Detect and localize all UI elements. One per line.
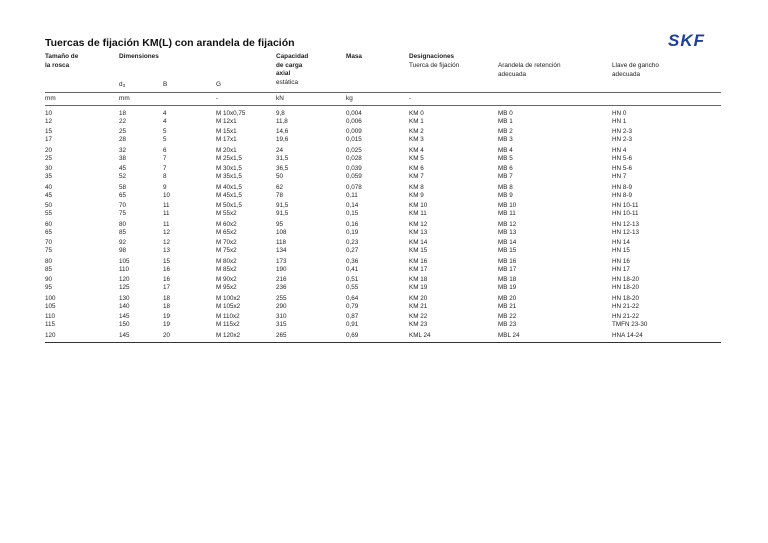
cell-mass: 0,015 [346,136,362,144]
table-row [45,284,721,292]
cell-nut: KM 15 [409,247,428,255]
cell-wrench: HNA 14-24 [612,331,643,339]
cell-capacity: 91,5 [276,202,289,210]
cell-g: M 20x1 [216,146,237,154]
cell-d3: 65 [119,191,127,199]
cell-capacity: 310 [276,313,287,321]
cell-washer: MB 0 [498,110,513,117]
cell-washer: MB 14 [498,239,517,247]
cell-nut: KM 21 [409,302,428,310]
cell-wrench: HN 2-3 [612,128,632,136]
cell-washer: MB 17 [498,265,517,273]
table-row [45,192,721,200]
cell-b: 5 [163,128,167,136]
cell-b: 5 [163,136,167,144]
cell-wrench: HN 2-3 [612,136,632,144]
cell-capacity: 11,8 [276,117,288,125]
table-row [45,218,721,229]
cell-wrench: HN 15 [612,247,630,255]
cell-thread-size: 120 [45,331,56,339]
header-d3: $d_3$ [119,81,126,88]
header-mass: Masa [346,53,362,60]
cell-g: M 70x2 [216,239,237,247]
cell-mass: 0,006 [346,117,362,125]
cell-washer: MB 9 [498,191,513,199]
cell-mass: 0,55 [346,284,359,292]
cell-nut: KML 24 [409,331,431,339]
cell-capacity: 9,8 [276,110,285,117]
cell-d3: 52 [119,173,127,181]
cell-washer: MB 1 [498,117,513,125]
table-row [45,210,721,218]
cell-d3: 120 [119,276,130,284]
cell-thread-size: 45 [45,191,53,199]
cell-capacity: 19,6 [276,136,289,144]
cell-thread-size: 65 [45,228,53,236]
cell-wrench: HN 17 [612,265,630,273]
cell-washer: MB 10 [498,202,517,210]
cell-g: M 35x1,5 [216,173,242,181]
cell-mass: 0,91 [346,321,359,329]
cell-wrench: HN 12-13 [612,220,639,228]
cell-d3: 125 [119,284,130,292]
cell-nut: KM 18 [409,276,428,284]
cell-b: 15 [163,257,171,265]
cell-g: M 90x2 [216,276,237,284]
cell-capacity: 95 [276,220,284,228]
skf-logo: SKF [668,31,705,50]
cell-nut: KM 23 [409,321,428,329]
cell-mass: 0,15 [346,210,359,218]
cell-wrench: HN 5-6 [612,154,632,162]
cell-mass: 0,025 [346,146,362,154]
table-row [45,181,721,192]
cell-thread-size: 110 [45,313,56,321]
table-row [45,303,721,311]
cell-mass: 0,078 [346,183,362,191]
table-bottom-rule [45,342,721,343]
cell-mass: 0,79 [346,302,359,310]
unit-g: - [216,95,219,102]
cell-b: 4 [163,110,167,117]
cell-mass: 0,19 [346,228,359,236]
table-row [45,329,721,340]
cell-wrench: HN 12-13 [612,228,639,236]
cell-g: M 75x2 [216,247,237,255]
cell-d3: 110 [119,265,130,273]
cell-wrench: HN 21-22 [612,302,639,310]
cell-washer: MB 8 [498,183,513,191]
cell-g: M 115x2 [216,321,240,329]
cell-mass: 0,41 [346,265,359,273]
cell-washer: MB 5 [498,154,513,162]
cell-d3: 140 [119,302,130,310]
cell-capacity: 118 [276,239,287,247]
cell-thread-size: 105 [45,302,56,310]
cell-mass: 0,14 [346,202,359,210]
table-row [45,126,721,137]
cell-mass: 0,059 [346,173,362,181]
cell-d3: 85 [119,228,127,236]
header-washer: Arandela de retención adecuada [498,62,561,78]
cell-b: 19 [163,313,171,321]
cell-thread-size: 40 [45,183,53,191]
table-row [45,163,721,174]
cell-nut: KM 7 [409,173,424,181]
cell-mass: 0,64 [346,294,359,302]
cell-washer: MB 15 [498,247,517,255]
cell-wrench: HN 18-20 [612,294,639,302]
cell-thread-size: 20 [45,146,53,154]
cell-wrench: HN 7 [612,173,627,181]
cell-thread-size: 70 [45,239,53,247]
table-row [45,110,721,118]
table-row [45,273,721,284]
cell-nut: KM 19 [409,284,428,292]
cell-wrench: HN 10-11 [612,202,639,210]
header-thread-size: Tamaño de la rosca [45,53,79,69]
cell-b: 13 [163,247,171,255]
unit-dimensions: mm [119,95,130,102]
cell-g: M 120x2 [216,331,241,339]
cell-d3: 130 [119,294,130,302]
cell-g: M 17x1 [216,136,237,144]
cell-g: M 12x1 [216,117,237,125]
cell-b: 7 [163,154,167,162]
cell-capacity: 255 [276,294,287,302]
cell-capacity: 78 [276,191,284,199]
cell-wrench: HN 1 [612,117,627,125]
cell-b: 18 [163,294,171,302]
cell-d3: 145 [119,331,130,339]
cell-wrench: HN 16 [612,257,630,265]
cell-d3: 80 [119,220,127,228]
cell-mass: 0,039 [346,165,362,173]
cell-capacity: 50 [276,173,284,181]
cell-capacity: 173 [276,257,287,265]
cell-g: M 10x0,75 [216,110,246,117]
cell-washer: MB 11 [498,210,516,218]
cell-nut: KM 16 [409,257,428,265]
cell-b: 20 [163,331,171,339]
cell-washer: MB 4 [498,146,513,154]
cell-nut: KM 0 [409,110,424,117]
cell-wrench: HN 10-11 [612,210,639,218]
cell-d3: 18 [119,110,127,117]
cell-g: M 95x2 [216,284,237,292]
cell-g: M 105x2 [216,302,241,310]
cell-b: 9 [163,183,167,191]
page-title: Tuercas de fijación KM(L) con arandela de fijación [45,37,295,49]
header-b: B [163,81,168,88]
cell-wrench: HN 0 [612,110,627,117]
cell-g: M 65x2 [216,228,237,236]
cell-thread-size: 15 [45,128,53,136]
cell-g: M 50x1,5 [216,202,242,210]
cell-washer: MB 18 [498,276,517,284]
cell-capacity: 31,5 [276,154,289,162]
units-divider [45,105,721,106]
header-divider [45,92,721,93]
cell-washer: MB 7 [498,173,513,181]
cell-mass: 0,16 [346,220,359,228]
table-row [45,310,721,321]
cell-washer: MB 21 [498,302,517,310]
cell-d3: 70 [119,202,127,210]
cell-g: M 45x1,5 [216,191,242,199]
cell-d3: 45 [119,165,127,173]
cell-g: M 25x1,5 [216,154,242,162]
cell-thread-size: 35 [45,173,53,181]
cell-mass: 0,69 [346,331,359,339]
cell-b: 17 [163,284,171,292]
cell-thread-size: 12 [45,117,53,125]
cell-nut: KM 11 [409,210,427,218]
cell-nut: KM 17 [409,265,428,273]
cell-thread-size: 115 [45,321,56,329]
header-capacity: Capacidad de carga axial estática [276,53,309,86]
cell-wrench: HN 8-9 [612,191,632,199]
cell-nut: KM 14 [409,239,428,247]
cell-nut: KM 5 [409,154,424,162]
header-g: G [216,81,221,88]
cell-mass: 0,51 [346,276,359,284]
cell-capacity: 190 [276,265,287,273]
table-row [45,144,721,155]
cell-thread-size: 100 [45,294,56,302]
cell-wrench: HN 8-9 [612,183,632,191]
cell-capacity: 108 [276,228,287,236]
header-wrench: Llave de gancho adecuada [612,62,659,78]
cell-mass: 0,87 [346,313,359,321]
cell-wrench: HN 18-20 [612,276,639,284]
cell-capacity: 24 [276,146,284,154]
cell-washer: MB 3 [498,136,513,144]
cell-b: 11 [163,220,170,228]
cell-mass: 0,004 [346,110,362,117]
cell-wrench: HN 21-22 [612,313,639,321]
cell-thread-size: 85 [45,265,53,273]
cell-thread-size: 55 [45,210,53,218]
cell-nut: KM 20 [409,294,428,302]
cell-b: 11 [163,210,170,218]
cell-thread-size: 30 [45,165,53,173]
table-row [45,266,721,274]
cell-capacity: 36,5 [276,165,289,173]
table-row [45,237,721,248]
cell-capacity: 290 [276,302,287,310]
cell-b: 19 [163,321,171,329]
table-row [45,321,721,329]
cell-capacity: 236 [276,284,287,292]
cell-thread-size: 90 [45,276,53,284]
cell-b: 6 [163,146,167,154]
cell-g: M 55x2 [216,210,237,218]
cell-nut: KM 2 [409,128,424,136]
cell-g: M 110x2 [216,313,240,321]
cell-g: M 15x1 [216,128,237,136]
cell-d3: 105 [119,257,130,265]
cell-b: 16 [163,265,171,273]
cell-capacity: 14,6 [276,128,289,136]
cell-thread-size: 80 [45,257,53,265]
cell-washer: MB 23 [498,321,517,329]
header-designations: Designaciones Tuerca de fijación [409,53,460,69]
cell-washer: MB 16 [498,257,517,265]
cell-nut: KM 12 [409,220,428,228]
cell-capacity: 134 [276,247,287,255]
cell-capacity: 315 [276,321,287,329]
cell-nut: KM 8 [409,183,424,191]
cell-washer: MB 12 [498,220,517,228]
cell-nut: KM 22 [409,313,428,321]
cell-g: M 80x2 [216,257,237,265]
cell-d3: 38 [119,154,127,162]
unit-mass: kg [346,95,353,102]
cell-d3: 98 [119,247,127,255]
cell-d3: 92 [119,239,127,247]
cell-mass: 0,11 [346,191,358,199]
cell-d3: 22 [119,117,127,125]
cell-mass: 0,23 [346,239,359,247]
cell-nut: KM 6 [409,165,424,173]
cell-b: 8 [163,173,167,181]
cell-b: 10 [163,191,171,199]
cell-washer: MB 20 [498,294,517,302]
cell-d3: 25 [119,128,127,136]
cell-thread-size: 25 [45,154,53,162]
cell-d3: 28 [119,136,127,144]
cell-d3: 150 [119,321,130,329]
cell-d3: 58 [119,183,127,191]
cell-wrench: HN 5-6 [612,165,632,173]
cell-d3: 75 [119,210,127,218]
data-table [45,110,721,340]
cell-b: 4 [163,117,167,125]
cell-g: M 85x2 [216,265,237,273]
cell-thread-size: 50 [45,202,53,210]
unit-designation: - [409,95,412,102]
cell-washer: MB 19 [498,284,517,292]
cell-nut: KM 4 [409,146,424,154]
cell-washer: MBL 24 [498,331,520,339]
cell-capacity: 216 [276,276,287,284]
cell-thread-size: 17 [45,136,53,144]
cell-b: 16 [163,276,171,284]
cell-b: 18 [163,302,171,310]
table-row [45,136,721,144]
cell-thread-size: 10 [45,110,53,117]
cell-washer: MB 2 [498,128,513,136]
cell-g: M 60x2 [216,220,237,228]
table-row [45,292,721,303]
cell-capacity: 91,5 [276,210,289,218]
cell-d3: 145 [119,313,130,321]
cell-b: 12 [163,239,171,247]
cell-g: M 100x2 [216,294,241,302]
cell-nut: KM 1 [409,117,424,125]
cell-g: M 30x1,5 [216,165,242,173]
cell-nut: KM 3 [409,136,424,144]
table-row [45,118,721,126]
cell-d3: 32 [119,146,127,154]
table-row [45,200,721,211]
cell-wrench: TMFN 23-30 [612,321,648,329]
unit-thread-size: mm [45,95,56,102]
cell-thread-size: 95 [45,284,53,292]
cell-washer: MB 13 [498,228,517,236]
cell-g: M 40x1,5 [216,183,242,191]
cell-mass: 0,36 [346,257,359,265]
cell-wrench: HN 14 [612,239,630,247]
cell-nut: KM 13 [409,228,428,236]
cell-mass: 0,27 [346,247,359,255]
cell-washer: MB 22 [498,313,517,321]
cell-wrench: HN 4 [612,146,627,154]
cell-b: 11 [163,202,170,210]
table-row [45,255,721,266]
cell-mass: 0,028 [346,154,362,162]
table-row [45,229,721,237]
cell-thread-size: 75 [45,247,53,255]
cell-thread-size: 60 [45,220,53,228]
cell-nut: KM 10 [409,202,428,210]
cell-mass: 0,009 [346,128,362,136]
unit-capacity: kN [276,95,284,102]
cell-b: 7 [163,165,167,173]
cell-nut: KM 9 [409,191,424,199]
table-row [45,173,721,181]
cell-wrench: HN 18-20 [612,284,639,292]
cell-capacity: 62 [276,183,284,191]
cell-capacity: 265 [276,331,287,339]
table-row [45,155,721,163]
cell-b: 12 [163,228,171,236]
cell-washer: MB 6 [498,165,513,173]
table-row [45,247,721,255]
header-dimensions: Dimensiones [119,53,159,60]
